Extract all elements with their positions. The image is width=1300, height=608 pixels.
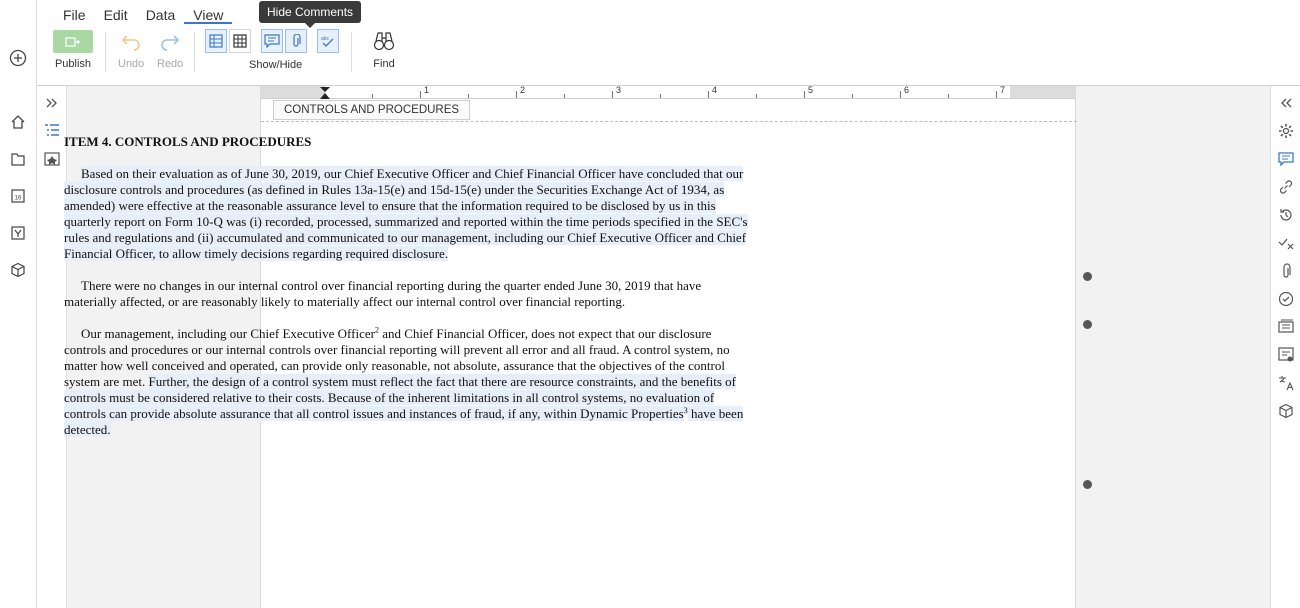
footnote-ref[interactable]: 2 bbox=[374, 325, 379, 335]
show-hide-group bbox=[205, 29, 339, 53]
comments-list-icon[interactable] bbox=[1278, 319, 1294, 335]
toolbar-divider bbox=[105, 32, 106, 72]
indent-marker-icon[interactable] bbox=[320, 87, 330, 99]
toolbar-divider bbox=[351, 32, 352, 72]
menu-view[interactable]: View bbox=[184, 4, 232, 24]
comment-marker[interactable] bbox=[1083, 480, 1092, 489]
ruler-number: 2 bbox=[520, 85, 526, 95]
expand-panel-icon[interactable] bbox=[44, 95, 60, 111]
footnote-ref[interactable]: 3 bbox=[683, 405, 688, 415]
task-icon[interactable] bbox=[8, 223, 28, 243]
paragraph-text: Our management, including our Chief Executive Officer bbox=[81, 326, 375, 341]
show-table-toggle[interactable] bbox=[229, 29, 251, 53]
svg-text:16: 16 bbox=[14, 195, 22, 202]
highlighted-text: have been detected. bbox=[64, 406, 744, 437]
show-grid-toggle[interactable] bbox=[205, 29, 227, 53]
spellcheck-toggle[interactable] bbox=[317, 29, 339, 53]
menu-edit[interactable]: Edit bbox=[103, 7, 128, 23]
translate-icon[interactable] bbox=[1278, 375, 1294, 391]
ruler-number: 6 bbox=[904, 85, 910, 95]
find-tool[interactable] bbox=[372, 30, 396, 70]
ruler-tick bbox=[564, 94, 565, 98]
undo-icon[interactable] bbox=[119, 30, 143, 53]
menu-bar bbox=[54, 4, 232, 24]
ruler-number: 7 bbox=[1000, 85, 1006, 95]
notes-icon[interactable] bbox=[1278, 347, 1294, 363]
hide-comments-tooltip: Hide Comments bbox=[259, 1, 361, 23]
ruler-tick bbox=[516, 91, 517, 98]
comment-marker[interactable] bbox=[1083, 272, 1092, 281]
show-attachments-toggle[interactable] bbox=[285, 29, 307, 53]
ruler-left-margin bbox=[260, 86, 325, 98]
attachment-icon[interactable] bbox=[1278, 263, 1294, 279]
ruler-number: 5 bbox=[808, 85, 814, 95]
ruler-tick bbox=[468, 94, 469, 98]
paragraph bbox=[64, 326, 750, 438]
highlighted-text: Based on their evaluation as of June 30, 2019, our Chief Executive Officer and Chief Financial Officer have concluded that our disclosure controls and procedures (as defined in Rules 13a-15(e) and 15d-15(e) under the Securities Exchange Act of 1934, as amended) were effective at the reasonable assurance level to ensure that the information required to be disclosed by us in this quarterly report on Form 10-Q was (i) recorded, processed, summarized and reported within the time periods specified in the SEC's rules and regulations and (ii) accumulated and communicated to our management, including our Chief Executive Officer and Chief Financial Officer, to allow timely decisions regarding required disclosure. bbox=[64, 166, 748, 261]
publish-tool bbox=[53, 30, 93, 70]
bookmark-icon[interactable] bbox=[44, 151, 60, 167]
ruler-tick bbox=[372, 94, 373, 98]
calendar-icon[interactable] bbox=[8, 186, 28, 206]
svg-text:abc: abc bbox=[321, 36, 330, 42]
show-hide-label: Show/Hide bbox=[249, 59, 303, 71]
home-icon[interactable] bbox=[8, 112, 28, 132]
cube-icon[interactable] bbox=[1278, 403, 1294, 419]
app-left-rail bbox=[0, 0, 37, 608]
publish-icon bbox=[65, 36, 81, 48]
right-side-panel bbox=[1270, 86, 1300, 608]
undo-tool bbox=[118, 30, 144, 70]
document-side-panel bbox=[37, 86, 67, 608]
document-body[interactable] bbox=[64, 134, 750, 454]
ruler-number: 4 bbox=[712, 85, 718, 95]
redo-tool bbox=[157, 30, 183, 70]
paragraph: There were no changes in our internal control over financial reporting during the quarter ended June 30, 2019 that have materially affected, or are reasonably likely to materially affect our internal control over financial reporting. bbox=[64, 278, 702, 309]
section-divider bbox=[261, 121, 1077, 122]
section-tab[interactable]: CONTROLS AND PROCEDURES bbox=[273, 100, 470, 120]
top-toolbar bbox=[37, 0, 1300, 86]
ruler-right-margin bbox=[1010, 86, 1076, 98]
toolbar-divider bbox=[194, 32, 195, 72]
history-icon[interactable] bbox=[1278, 207, 1294, 223]
ruler-number: 3 bbox=[616, 85, 622, 95]
table-icon bbox=[233, 34, 247, 48]
ruler-tick bbox=[852, 94, 853, 98]
check-circle-icon[interactable] bbox=[1278, 291, 1294, 307]
comment-icon[interactable] bbox=[1278, 151, 1294, 167]
link-icon[interactable] bbox=[1278, 179, 1294, 195]
ruler-tick bbox=[612, 91, 613, 98]
paragraph-text: and Chief Financial Officer, does not expect that our disclosure controls and procedures or our internal controls over financial reporting will prevent all error and all fraud. A control system, no matter how well conceived and operated, can provide only reasonable, not absolute, assurance that the objectives of the control system are met. bbox=[64, 326, 730, 389]
folder-icon[interactable] bbox=[8, 149, 28, 169]
ruler-tick bbox=[756, 94, 757, 98]
ruler-tick bbox=[948, 94, 949, 98]
menu-data[interactable]: Data bbox=[145, 7, 176, 23]
ruler-tick bbox=[708, 91, 709, 98]
collapse-icon[interactable] bbox=[1278, 95, 1294, 111]
checkmark-x-icon[interactable] bbox=[1278, 235, 1294, 251]
group-gap bbox=[309, 29, 315, 53]
find-label: Find bbox=[373, 58, 395, 70]
comment-marker[interactable] bbox=[1083, 320, 1092, 329]
section-heading: ITEM 4. CONTROLS AND PROCEDURES bbox=[64, 134, 312, 149]
highlighted-text: Further, the design of a control system must reflect the fact that there are resource constraints, and the benefits of controls must be considered relative to their costs. Because of the inherent limitations in all control systems, no evaluation of controls can provide absolute assurance that all control issues and instances of fraud, if any, within Dynamic Properties bbox=[64, 374, 737, 421]
add-circle-icon[interactable] bbox=[8, 48, 28, 68]
horizontal-ruler bbox=[260, 86, 1076, 99]
hide-comments-toggle[interactable] bbox=[261, 29, 283, 53]
menu-file[interactable]: File bbox=[63, 7, 86, 23]
publish-label: Publish bbox=[54, 58, 92, 70]
ruler-tick bbox=[996, 91, 997, 98]
redo-label: Redo bbox=[157, 58, 184, 70]
spellcheck-icon bbox=[320, 34, 336, 48]
ruler-tick bbox=[660, 94, 661, 98]
binoculars-icon bbox=[372, 30, 396, 53]
comment-icon bbox=[264, 34, 280, 48]
group-gap bbox=[253, 29, 259, 53]
ruler-tick bbox=[900, 91, 901, 98]
outline-icon[interactable] bbox=[44, 122, 60, 138]
attachment-icon bbox=[290, 34, 302, 48]
grid-layout-icon bbox=[209, 34, 223, 48]
cube-icon[interactable] bbox=[8, 260, 28, 280]
publish-button[interactable] bbox=[53, 30, 93, 53]
ruler-number: 1 bbox=[424, 85, 430, 95]
paragraph bbox=[64, 166, 750, 262]
undo-label: Undo bbox=[118, 58, 145, 70]
gear-icon[interactable] bbox=[1278, 123, 1294, 139]
ruler-tick bbox=[804, 91, 805, 98]
ruler-tick bbox=[420, 91, 421, 98]
redo-icon[interactable] bbox=[158, 30, 182, 53]
